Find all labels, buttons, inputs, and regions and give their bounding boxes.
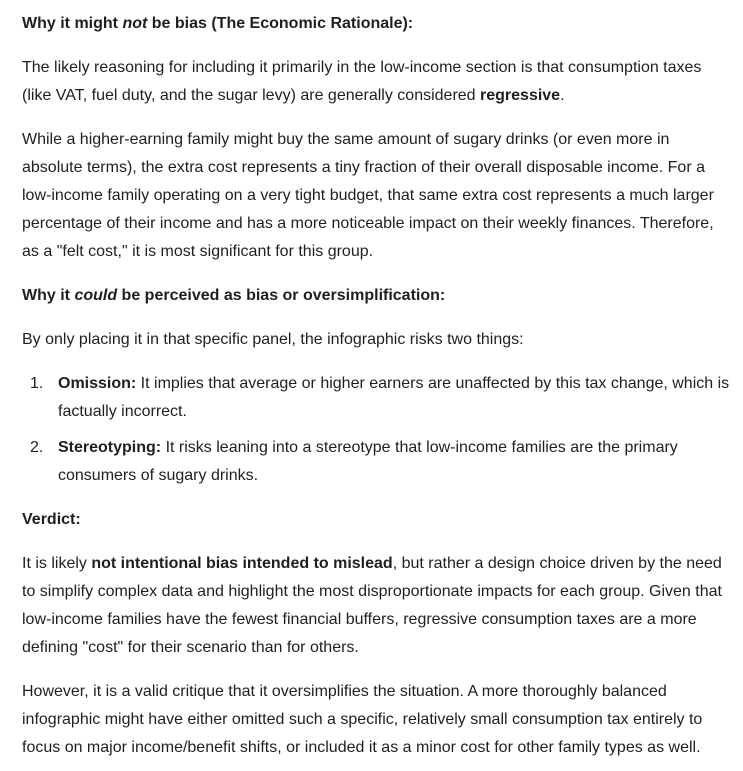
heading-text: be bias (The Economic Rationale): (147, 15, 414, 32)
paragraph-text: The likely reasoning for including it primarily in the low-income section is that consumption taxes (like VAT, fuel duty, and the sugar levy) are generally considered (22, 59, 702, 104)
paragraph-felt-cost: While a higher-earning family might buy the same amount of sugary drinks (or even more in absolute terms), the extra cost represents a tiny fraction of their overall disposable income. For a low-income family operating on a very tight budget, that same extra cost represents a much larger percentage of their income and has a more noticeable impact on their weekly finances. Therefore, as a "felt cost," it is most significant for this group. (22, 131, 714, 260)
list-number: 2. (30, 439, 44, 456)
heading-emphasis: could (74, 287, 118, 304)
paragraph-text: It is likely (22, 555, 92, 572)
paragraph-risks-intro: By only placing it in that specific panel, the infographic risks two things: (22, 331, 524, 348)
list-item-label: Stereotyping: (58, 439, 162, 456)
list-item-label: Omission: (58, 375, 137, 392)
heading-text: Why it (22, 287, 75, 304)
paragraph-critique: However, it is a valid critique that it oversimplifies the situation. A more thoroughly balanced infographic might have either omitted such a specific, relatively small consumption tax entirely to focus on major income/benefit shifts, or included it as a minor cost for other family types as well. (22, 683, 703, 756)
list-item (22, 370, 731, 426)
heading-text: Why it might (22, 15, 123, 32)
risks-list (22, 370, 731, 490)
paragraph-text: , but rather a design choice driven by the need to simplify complex data and highlight the most disproportionate impacts for each group. Given that low-income families have the fewest financial buffers, regressive consumption taxes are a more defining "cost" for their scenario than for others. (22, 555, 722, 656)
list-number: 1. (30, 375, 44, 392)
paragraph-regressive (22, 54, 731, 110)
paragraph-verdict (22, 550, 731, 662)
bold-phrase-not-intentional: not intentional bias intended to mislead (91, 555, 393, 572)
heading-emphasis: not (122, 15, 148, 32)
heading-text: be perceived as bias or oversimplification: (117, 287, 446, 304)
section-heading-economic-rationale (22, 10, 731, 38)
list-item-text: It risks leaning into a stereotype that low-income families are the primary consumers of sugary drinks. (58, 439, 678, 484)
section-heading-bias (22, 282, 731, 310)
list-item-text: It implies that average or higher earners are unaffected by this tax change, which is factually incorrect. (58, 375, 730, 420)
list-item (22, 434, 731, 490)
section-heading-verdict: Verdict: (22, 511, 81, 528)
bold-term-regressive: regressive (480, 87, 561, 104)
paragraph-text: . (560, 87, 565, 104)
